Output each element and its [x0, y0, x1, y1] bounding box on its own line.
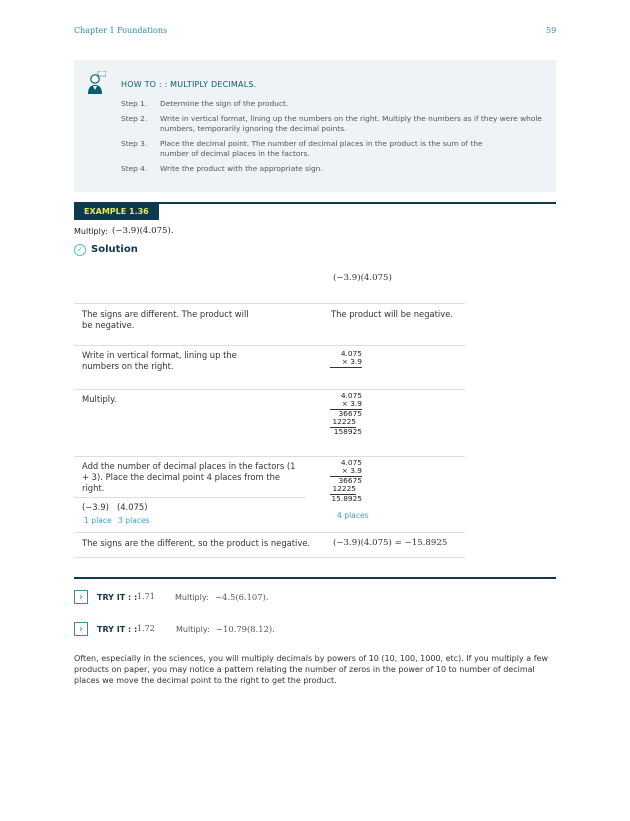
try-it-divider — [74, 577, 556, 579]
decimal-places-note: 4 places — [337, 511, 369, 520]
row-explanation: The signs are the different, so the product is negative. — [82, 538, 311, 548]
row-explanation: Write in vertical format, lining up the numbers on the right. — [82, 350, 237, 371]
chevron-right-icon[interactable]: › — [74, 590, 88, 604]
row-explanation: Multiply. — [82, 394, 117, 404]
table-row — [74, 389, 465, 457]
try-it-number: 1.71 — [137, 592, 155, 601]
step-label: Step 3. — [121, 139, 148, 148]
vertical-multiplication: 4.075 × 3.9 36675 12225 15.8925 — [331, 458, 362, 503]
solution-heading: Solution — [91, 244, 138, 255]
row-explanation: Add the number of decimal places in the factors (1 + 3). Place the decimal point 4 places from the right. — [82, 461, 296, 493]
body-paragraph: Often, especially in the sciences, you will multiply decimals by powers of 10 (10, 100, 1000, etc). If you multiply a few products on paper, you may notice a pattern relating the number of zeros in the power of 10 to number of decimal places we move the decimal point to the right to get the product. — [74, 654, 548, 685]
example-prompt-label: Multiply: — [74, 227, 108, 236]
factor-b: (4.075) — [117, 502, 148, 512]
try-it-expr: −10.79(8.12). — [216, 624, 275, 634]
factors-divider — [74, 497, 306, 498]
step-label: Step 2. — [121, 114, 148, 123]
try-it-number: 1.72 — [137, 624, 155, 633]
try-it-label: TRY IT : : — [97, 625, 138, 634]
factor-a: (−3.9) — [82, 502, 109, 512]
page-number: 59 — [546, 26, 557, 35]
chapter-title: Chapter 1 Foundations — [74, 26, 168, 35]
teacher-icon — [86, 71, 106, 95]
howto-title: HOW TO : : MULTIPLY DECIMALS. — [121, 80, 257, 89]
example-prompt-expr: (−3.9)(4.075). — [112, 226, 174, 236]
try-it-text: Multiply: — [176, 625, 210, 634]
example-tab: EXAMPLE 1.36 — [74, 204, 159, 220]
vertical-multiplication: 4.075 × 3.9 — [330, 350, 362, 368]
factor-a-note: 1 place — [84, 516, 112, 525]
check-circle-icon: ✓ — [74, 244, 86, 256]
step-text: Write in vertical format, lining up the numbers on the right. Multiply the numbers as if they were whole numbers, temporarily ignoring the decimal points. — [160, 114, 542, 133]
step-text: Determine the sign of the product. — [160, 99, 289, 108]
chevron-right-icon[interactable]: › — [74, 622, 88, 636]
row-result: The product will be negative. — [331, 309, 454, 319]
factor-b-note: 3 places — [118, 516, 150, 525]
step-label: Step 4. — [121, 164, 148, 173]
row-explanation: The signs are different. The product will be negative. — [82, 309, 249, 330]
try-it-text: Multiply: — [175, 593, 209, 602]
try-it-label: TRY IT : : — [97, 593, 138, 602]
step-text: Write the product with the appropriate sign. — [160, 164, 323, 173]
top-expression: (−3.9)(4.075) — [333, 273, 392, 283]
try-it-expr: −4.5(6.107). — [215, 592, 269, 602]
step-label: Step 1. — [121, 99, 148, 108]
row-result: (−3.9)(4.075) = −15.8925 — [333, 538, 448, 548]
vertical-multiplication: 4.075 × 3.9 36675 12225 158925 — [330, 392, 362, 436]
step-text: Place the decimal point. The number of decimal places in the product is the sum of the number of decimal places in the factors. — [160, 139, 483, 158]
